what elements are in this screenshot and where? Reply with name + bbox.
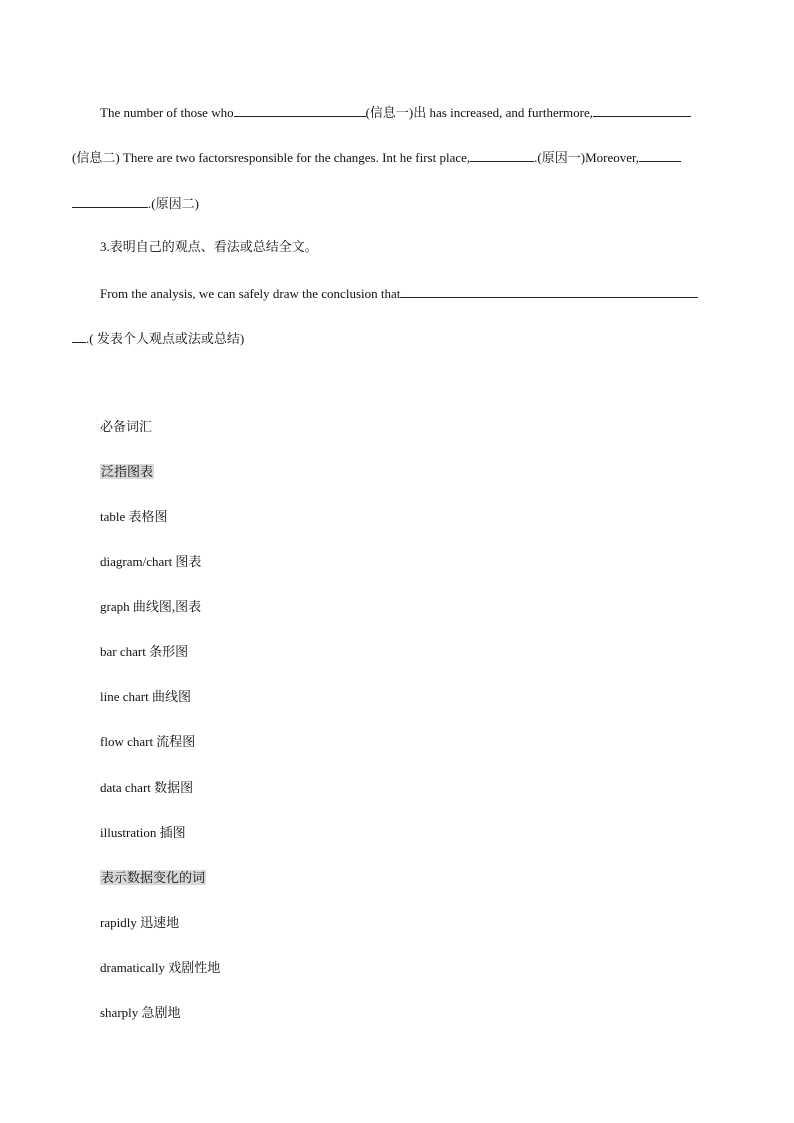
sentence-end: .( 发表个人观点或法或总结) <box>86 331 245 346</box>
vocab-item: bar chart 条形图 <box>100 644 189 659</box>
sentence-start: From the analysis, we can safely draw the conclusion that <box>100 286 401 301</box>
paragraph-line-6 <box>72 328 244 348</box>
vocab-item: line chart 曲线图 <box>100 689 191 704</box>
paragraph-line-3 <box>72 193 199 213</box>
vocab-item: table 表格图 <box>100 509 168 524</box>
paragraph-line-2 <box>72 147 681 167</box>
vocab-section-header <box>100 463 154 481</box>
vocab-item: dramatically 戏剧性地 <box>100 960 221 975</box>
vocab-item: sharply 急剧地 <box>100 1005 181 1020</box>
highlighted-heading: 表示数据变化的词 <box>101 870 206 885</box>
sentence-start: (信息二) There are two factorsresponsible for the changes. Int he first place, <box>72 150 471 165</box>
highlighted-heading: 泛指图表 <box>101 464 154 479</box>
vocab-item: illustration 插图 <box>100 825 186 840</box>
sentence-middle: .(原因一)Moreover, <box>534 150 640 165</box>
paragraph-line-1 <box>100 102 691 122</box>
fill-in-blank[interactable] <box>234 102 366 117</box>
vocab-section-header <box>100 869 206 887</box>
vocab-title: 必备词汇 <box>100 419 153 434</box>
fill-in-blank[interactable] <box>470 147 534 162</box>
fill-in-blank[interactable] <box>72 328 86 343</box>
paragraph-line-5 <box>100 283 698 303</box>
instruction-step-3: 3.表明自己的观点、看法或总结全文。 <box>100 239 318 254</box>
sentence-start: The number of those who <box>100 105 234 120</box>
fill-in-blank[interactable] <box>639 147 681 162</box>
vocab-item: graph 曲线图,图表 <box>100 599 202 614</box>
vocab-item: diagram/chart 图表 <box>100 554 202 569</box>
vocab-item: data chart 数据图 <box>100 780 194 795</box>
sentence-middle: (信息一)出 has increased, and furthermore, <box>365 105 594 120</box>
sentence-end: .(原因二) <box>148 196 199 211</box>
vocab-item: rapidly 迅速地 <box>100 915 180 930</box>
vocab-item: flow chart 流程图 <box>100 734 196 749</box>
fill-in-blank[interactable] <box>72 193 148 208</box>
fill-in-blank[interactable] <box>593 102 691 117</box>
fill-in-blank[interactable] <box>400 283 698 298</box>
